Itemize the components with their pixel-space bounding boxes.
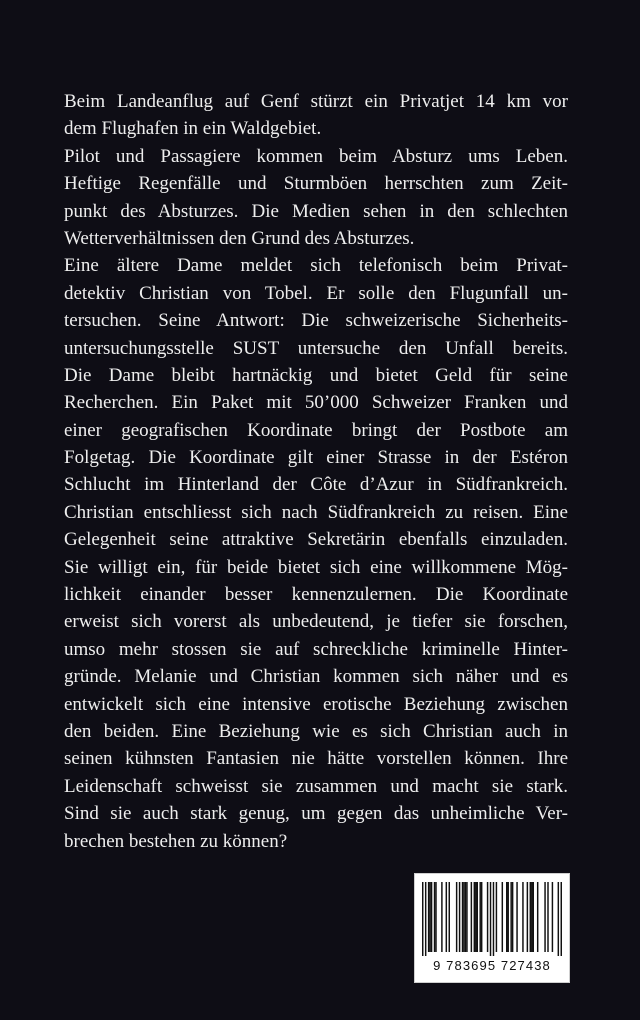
barcode-bar xyxy=(490,882,491,956)
barcode-bar xyxy=(471,882,472,952)
blurb-line: detektiv Christian von Tobel. Er solle den Flugunfall un- xyxy=(64,282,568,304)
barcode-bar xyxy=(474,882,475,952)
blurb-line: Recherchen. Ein Paket mit 50’000 Schweizer Franken und xyxy=(64,392,568,414)
barcode-bar xyxy=(544,882,545,952)
barcode-bar xyxy=(425,882,426,956)
blurb-line: untersuchungsstelle SUST untersuche den Unfall bereits. xyxy=(64,337,568,359)
barcode-bar xyxy=(429,882,430,952)
barcode-bar xyxy=(531,882,532,952)
barcode-bar xyxy=(446,882,447,952)
barcode-bar xyxy=(552,882,553,952)
barcode-bar xyxy=(475,882,476,952)
barcode-bar xyxy=(465,882,466,952)
barcode-bar xyxy=(422,882,423,956)
blurb-line: lichkeit einander besser kennenzulernen. Die Koordinate xyxy=(64,584,568,606)
barcode-bar xyxy=(516,882,517,952)
barcode-bar xyxy=(479,882,480,952)
blurb-line: seinen kühnsten Fantasien nie hätte vorstellen können. Ihre xyxy=(64,748,568,770)
barcode-bar xyxy=(530,882,531,952)
barcode-bar xyxy=(487,882,488,952)
blurb-line: Die Dame bleibt hartnäckig und bietet Geld für seine xyxy=(64,364,568,386)
blurb-line: punkt des Absturzes. Die Medien sehen in den schlechten xyxy=(64,200,568,222)
blurb-line: Schlucht im Hinterland der Côte d’Azur in Südfrankreich. xyxy=(64,474,568,496)
barcode-bar xyxy=(537,882,538,952)
blurb-line: Wetterverhältnissen den Grund des Absturzes. xyxy=(64,227,415,249)
blurb-line: entwickelt sich eine intensive erotische Beziehung zwischen xyxy=(64,693,568,715)
blurb-line: brechen bestehen zu können? xyxy=(64,830,288,852)
blurb-line: einer geografischen Koordinate bringt der Postbote am xyxy=(64,419,568,441)
barcode-bar xyxy=(527,882,528,952)
blurb-line: Sie willigt ein, für beide bietet sich eine willkommene Mög- xyxy=(64,556,568,578)
blurb-line: Heftige Regenfälle und Sturmböen herrschten zum Zeit- xyxy=(64,173,568,195)
barcode-bar xyxy=(463,882,464,952)
barcode-bar xyxy=(496,882,497,952)
blurb-line: dem Flughafen in ein Waldgebiet. xyxy=(64,118,322,140)
blurb-line: erweist sich vorerst als unbedeutend, je tiefer sie forschen, xyxy=(64,611,568,633)
barcode-bar xyxy=(510,882,511,952)
blurb-line: Eine ältere Dame meldet sich telefonisch beim Privat- xyxy=(64,255,568,277)
barcode-bar xyxy=(459,882,460,952)
blurb-line: Beim Landeanflug auf Genf stürzt ein Privatjet 14 km vor xyxy=(64,91,568,112)
barcode-bar xyxy=(477,882,478,952)
barcode-bar xyxy=(558,882,559,956)
blurb-line: gründe. Melanie und Christian kommen sich näher und es xyxy=(64,666,568,688)
barcode-bar xyxy=(561,882,562,956)
blurb-line: den beiden. Eine Beziehung wie es sich Christian auch in xyxy=(64,720,568,742)
blurb-line: Folgetag. Die Koordinate gilt einer Strasse in der Estéron xyxy=(64,447,568,469)
barcode-bar xyxy=(441,882,442,952)
barcode-bar xyxy=(533,882,534,952)
barcode-bar xyxy=(502,882,503,952)
blurb-line: Leidenschaft schweisst sie zusammen und macht sie stark. xyxy=(64,775,568,797)
blurb-line: umso mehr stossen sie auf schreckliche kriminelle Hinter- xyxy=(64,638,568,660)
isbn-number: 9 783695 727438 xyxy=(433,958,551,973)
barcode-bar xyxy=(431,882,432,952)
barcode-bar xyxy=(481,882,482,952)
blurb-line: Sind sie auch stark genug, um gegen das unheimliche Ver- xyxy=(64,803,568,825)
barcode-bar xyxy=(449,882,450,952)
blurb-line: Christian entschliesst sich nach Südfrankreich zu reisen. Eine xyxy=(64,501,568,523)
barcode-bar xyxy=(428,882,429,952)
barcode-bar xyxy=(493,882,494,956)
barcode-bar xyxy=(506,882,507,952)
blurb-line: Gelegenheit seine attraktive Sekretärin ebenfalls einzuladen. xyxy=(64,529,568,551)
barcode-bar xyxy=(512,882,513,952)
back-cover-blurb xyxy=(64,88,568,855)
barcode-bar xyxy=(507,882,508,952)
barcode-bar xyxy=(462,882,463,952)
isbn-barcode xyxy=(414,873,570,983)
barcode-bar xyxy=(522,882,523,952)
barcode-bar xyxy=(547,882,548,952)
barcode-bar xyxy=(434,882,435,952)
barcode-bar xyxy=(435,882,436,952)
blurb-line: tersuchen. Seine Antwort: Die schweizerische Sicherheits- xyxy=(64,310,568,332)
blurb-line: Pilot und Passagiere kommen beim Absturz ums Leben. xyxy=(64,145,568,167)
barcode-bar xyxy=(456,882,457,952)
barcode-icon xyxy=(422,882,562,956)
barcode-bar xyxy=(466,882,467,952)
